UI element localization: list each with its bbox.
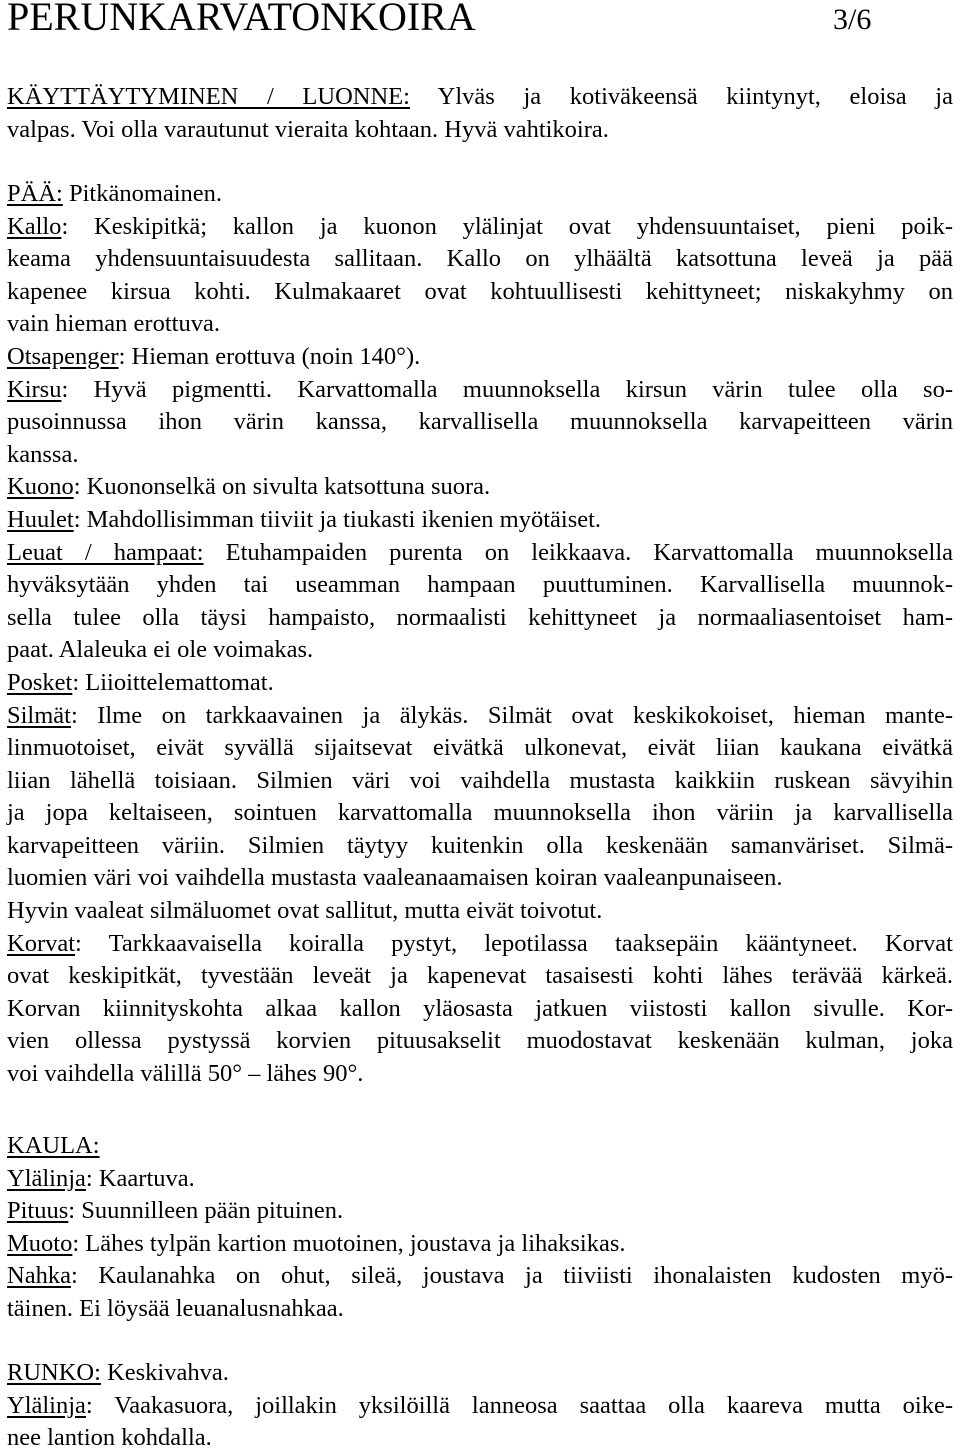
kallo-line-4: vain hieman erottuva. <box>7 310 220 338</box>
otsapenger-label: Otsapenger <box>7 342 119 370</box>
kirsu-line-2: pusoinnussa ihon värin kanssa, karvallisella muunnoksella karvapeitteen värin <box>7 408 953 436</box>
neck-ylalinja-label: Ylälinja <box>7 1164 86 1192</box>
nahka-label: Nahka <box>7 1262 71 1290</box>
leuat-label: Leuat / hampaat: <box>7 538 204 566</box>
leuat-line-2: hyväksytään yhden tai useamman hampaan puuttuminen. Karvallisella muunnok- <box>7 571 953 599</box>
page-header <box>7 0 953 40</box>
posket-label: Posket <box>7 668 73 696</box>
page-number: 3/6 <box>833 3 872 36</box>
korvat-line-2: ovat keskipitkät, tyvestään leveät ja kapenevat tasaisesti kohti lähes terävää kärkeä. <box>7 962 953 990</box>
nahka-line-2: täinen. Ei löysää leuanalusnahkaa. <box>7 1294 344 1322</box>
neck-section <box>7 1130 953 1326</box>
body-heading-line: RUNKO: Keskivahva. <box>7 1359 229 1386</box>
silmat-line-5: karvapeitteen väriin. Silmien täytyy kuitenkin olla keskenään samanväriset. Silmä- <box>7 831 953 859</box>
kallo-label: Kallo <box>7 212 62 240</box>
posket-line: Posket: Liioittelemattomat. <box>7 668 274 696</box>
body-ylalinja-line-1: Ylälinja: Vaakasuora, joillakin yksilöillä lanneosa saattaa olla kaareva mutta oike- <box>7 1391 953 1419</box>
silmat-line-1: Silmät: Ilme on tarkkaavainen ja älykäs. Silmät ovat keskikokoiset, hieman mante- <box>7 701 953 729</box>
kallo-line-1: Kallo: Keskipitkä; kallon ja kuonon ylälinjat ovat yhdensuuntaiset, pieni poik- <box>7 212 953 240</box>
silmat-line-2: linmuotoiset, eivät syvällä sijaitsevat eivätkä ulkonevat, eivät liian kaukana eivätkä <box>7 734 953 762</box>
silmat-line-3: liian lähellä toisiaan. Silmien väri voi vaihdella mustasta kaikkiin ruskean sävyihin <box>7 766 953 794</box>
huulet-label: Huulet <box>7 505 74 533</box>
behavior-section <box>7 81 953 146</box>
silmat-line-4: ja jopa keltaiseen, sointuen karvattomalla muunnoksella ihon väriin ja karvallisella <box>7 799 953 827</box>
korvat-line-5: voi vaihdella välillä 50° – lähes 90°. <box>7 1060 364 1088</box>
kuono-line: Kuono: Kuononselkä on sivulta katsottuna suora. <box>7 473 491 501</box>
silmat-label: Silmät <box>7 701 71 729</box>
body-ylalinja-line-2: nee lantion kohdalla. <box>7 1424 212 1452</box>
muoto-line: Muoto: Lähes tylpän kartion muotoinen, joustava ja lihaksikas. <box>7 1229 626 1257</box>
korvat-line-1: Korvat: Tarkkaavaisella koiralla pystyt, lepotilassa taaksepäin kääntyneet. Korvat <box>7 929 953 957</box>
korvat-label: Korvat <box>7 929 76 957</box>
body-section <box>7 1357 953 1455</box>
leuat-line-1: Leuat / hampaat: Etuhampaiden purenta on leikkaava. Karvattomalla muunnoksella <box>7 538 954 566</box>
neck-heading: KAULA: <box>7 1132 100 1159</box>
behavior-line-1: KÄYTTÄYTYMINEN / LUONNE: Ylväs ja kotiväkeensä kiintynyt, eloisa ja <box>7 83 953 110</box>
kallo-line-3: kapenee kirsua kohti. Kulmakaaret ovat kohtuullisesti kehittyneet; niskakyhmy on <box>7 277 953 305</box>
leuat-line-3: sella tulee olla täysi hampaisto, normaalisti kehittyneet ja normaaliasentoiset ham- <box>7 603 953 631</box>
behavior-line-2: valpas. Voi olla varautunut vieraita kohtaan. Hyvä vahtikoira. <box>7 115 609 143</box>
muoto-label: Muoto <box>7 1229 73 1257</box>
pituus-line: Pituus: Suunnilleen pään pituinen. <box>7 1197 344 1225</box>
silmat-line-7: Hyvin vaaleat silmäluomet ovat sallitut, mutta eivät toivotut. <box>7 897 603 925</box>
head-line: PÄÄ: Pitkänomainen. <box>7 180 223 207</box>
korvat-line-3: Korvan kiinnityskohta alkaa kallon yläosasta jatkuen viistosti kallon sivulle. Kor- <box>7 994 953 1022</box>
otsapenger-line: Otsapenger: Hieman erottuva (noin 140°). <box>7 342 421 370</box>
korvat-line-4: vien ollessa pystyssä korvien pituusakselit muodostavat keskenään kulman, joka <box>7 1027 953 1055</box>
breed-title: PERUNKARVATONKOIRA <box>7 0 476 39</box>
head-section <box>7 178 953 1091</box>
huulet-line: Huulet: Mahdollisimman tiiviit ja tiukasti ikenien myötäiset. <box>7 505 602 533</box>
body-ylalinja-label: Ylälinja <box>7 1391 86 1419</box>
silmat-line-6: luomien väri voi vaihdella mustasta vaaleanaamaisen koiran vaaleanpunaiseen. <box>7 864 783 892</box>
nahka-line-1: Nahka: Kaulanahka on ohut, sileä, joustava ja tiiviisti ihonalaisten kudosten myö- <box>7 1262 953 1290</box>
kuono-label: Kuono <box>7 473 74 501</box>
leuat-line-4: paat. Alaleuka ei ole voimakas. <box>7 636 314 664</box>
head-heading: PÄÄ: <box>7 180 63 207</box>
behavior-heading: KÄYTTÄYTYMINEN / LUONNE: <box>7 83 410 110</box>
body-heading: RUNKO: <box>7 1359 101 1386</box>
kirsu-line-3: kanssa. <box>7 440 79 468</box>
kirsu-label: Kirsu <box>7 375 62 403</box>
neck-heading-line <box>7 1130 953 1163</box>
kirsu-line-1: Kirsu: Hyvä pigmentti. Karvattomalla muunnoksella kirsun värin tulee olla so- <box>7 375 953 403</box>
neck-ylalinja-line: Ylälinja: Kaartuva. <box>7 1164 195 1192</box>
kallo-line-2: keama yhdensuuntaisuudesta sallitaan. Kallo on ylhäältä katsottuna leveä ja pää <box>7 245 953 273</box>
pituus-label: Pituus <box>7 1197 69 1225</box>
